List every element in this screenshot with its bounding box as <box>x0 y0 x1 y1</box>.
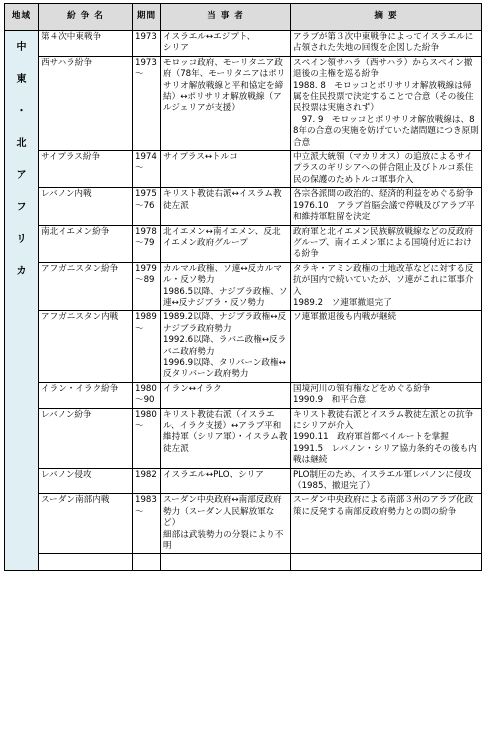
conflict-parties: イスラエル↔PLO、シリア <box>161 468 291 494</box>
conflict-name: 南北イエメン紛争 <box>39 225 133 262</box>
conflict-name: レバノン内戦 <box>39 188 133 225</box>
conflict-summary: 中立派大統領（マカリオス）の追放によるサイプラスのギリシアへの併合阻止及びトルコ系住民の保護のためトルコ軍事介入 <box>291 151 482 188</box>
conflict-name: レバノン侵攻 <box>39 468 133 494</box>
region-label: 中 東 ・ 北 ア フ リ カ <box>5 31 39 571</box>
conflict-name: レバノン紛争 <box>39 408 133 468</box>
empty-row <box>5 554 482 571</box>
conflict-period: 1973 <box>133 31 161 57</box>
conflict-period: 1980 ～ <box>133 408 161 468</box>
conflict-summary: PLO制圧のため、イスラエル軍レバノンに侵攻（1985、撤退完了） <box>291 468 482 494</box>
header-period: 期間 <box>133 4 161 31</box>
conflict-parties: キリスト教徒右派（イスラエル、イラク支援）↔アラブ平和維持軍（シリア軍）・イスラム教徒左派 <box>161 408 291 468</box>
conflict-name: アフガニスタン紛争 <box>39 262 133 311</box>
conflict-period: 1982 <box>133 468 161 494</box>
conflict-parties: カルマル政権、ソ連↔反カルマル・反ソ勢力 1986.5以降、ナジブラ政権、ソ連↔反ナジブラ・反ソ勢力 <box>161 262 291 311</box>
header-region: 地域 <box>5 4 39 31</box>
conflict-parties: モロッコ政府、モーリタニア政府（78年、モーリタニアはポリサリオ解放戦線と平和協定を締結）↔ポリサリオ解放戦線（アルジェリアが支援） <box>161 56 291 150</box>
conflict-name: イラン・イラク紛争 <box>39 382 133 408</box>
conflict-summary: スペイン領サハラ（西サハラ）からスペイン撤退後の主権を巡る紛争 1988. 8 モロッコとポリサリオ解放戦線は帰属を住民投票で決定することで合意（その後住民投票は実施されず） 97. 9 モロッコとポリサリオ解放戦線は、88年の合意の実施を妨げていた諸問題につき原則合意 <box>291 56 482 150</box>
conflict-summary: スーダン中央政府による南部３州のアラブ化政策に反発する南部反政府勢力との間の紛争 <box>291 494 482 554</box>
header-summary: 摘 要 <box>291 4 482 31</box>
header-parties: 当 事 者 <box>161 4 291 31</box>
table-row <box>5 408 482 468</box>
table-row <box>5 262 482 311</box>
conflict-name: 西サハラ紛争 <box>39 56 133 150</box>
conflict-parties: サイプラス↔トルコ <box>161 151 291 188</box>
conflict-name: 第４次中東戦争 <box>39 31 133 57</box>
conflict-summary: アラブが第３次中東戦争によってイスラエルに占領された失地の回復を企図した紛争 <box>291 31 482 57</box>
conflict-period: 1989 ～ <box>133 311 161 382</box>
table-row <box>5 382 482 408</box>
conflict-parties: キリスト教徒右派↔イスラム教徒左派 <box>161 188 291 225</box>
conflict-parties: イスラエル↔エジプト、 シリア <box>161 31 291 57</box>
conflict-summary: 政府軍と北イエメン民族解放戦線などの反政府グループ、南イエメン軍による国境付近における紛争 <box>291 225 482 262</box>
conflict-summary: 各宗各派間の政治的、経済的利益をめぐる紛争 1976.10 アラブ首脳会議で停戦及びアラブ平和維持軍駐留を決定 <box>291 188 482 225</box>
conflict-name: サイプラス紛争 <box>39 151 133 188</box>
table-row <box>5 31 482 57</box>
table-row <box>5 494 482 554</box>
conflict-summary: 国境河川の領有権などをめぐる紛争 1990.9 和平合意 <box>291 382 482 408</box>
conflict-summary: タラキ・アミン政権の土地改革などに対する反抗が国内で続いていたが、ソ連がこれに軍事介入 1989.2 ソ連軍撤退完了 <box>291 262 482 311</box>
header-name: 紛 争 名 <box>39 4 133 31</box>
table-row <box>5 188 482 225</box>
conflict-period: 1978 ～79 <box>133 225 161 262</box>
conflict-period: 1983 ～ <box>133 494 161 554</box>
conflict-summary: キリスト教徒右派とイスラム教徒左派との抗争にシリアが介入 1990.11 政府軍首都ベイルートを掌握 1991.5 レバノン・シリア協力条約その後も内戦は継続 <box>291 408 482 468</box>
table-row <box>5 225 482 262</box>
header-row <box>5 4 482 31</box>
conflict-period: 1975 ～76 <box>133 188 161 225</box>
conflict-table <box>4 3 482 571</box>
table-row <box>5 56 482 150</box>
conflict-period: 1974 ～ <box>133 151 161 188</box>
conflict-parties: イラン↔イラク <box>161 382 291 408</box>
conflict-period: 1979 ～89 <box>133 262 161 311</box>
conflict-parties: 1989.2以降、ナジブラ政権↔反ナジブラ政府勢力 1992.6以降、ラバニ政権↔反ラバニ政府勢力 1996.9以降、タリバーン政権↔反タリバーン政府勢力 <box>161 311 291 382</box>
conflict-summary: ソ連軍撤退後も内戦が継続 <box>291 311 482 382</box>
conflict-period: 1980 ～90 <box>133 382 161 408</box>
table-row <box>5 468 482 494</box>
conflict-name: アフガニスタン内戦 <box>39 311 133 382</box>
conflict-period: 1973 ～ <box>133 56 161 150</box>
conflict-parties: 北イエメン↔南イエメン、反北イエメン政府グループ <box>161 225 291 262</box>
conflict-name: スーダン南部内戦 <box>39 494 133 554</box>
table-row <box>5 151 482 188</box>
table-row <box>5 311 482 382</box>
conflict-parties: スーダン中央政府↔南部反政府勢力（スーダン人民解放軍など） 細部は武装勢力の分裂により不明 <box>161 494 291 554</box>
